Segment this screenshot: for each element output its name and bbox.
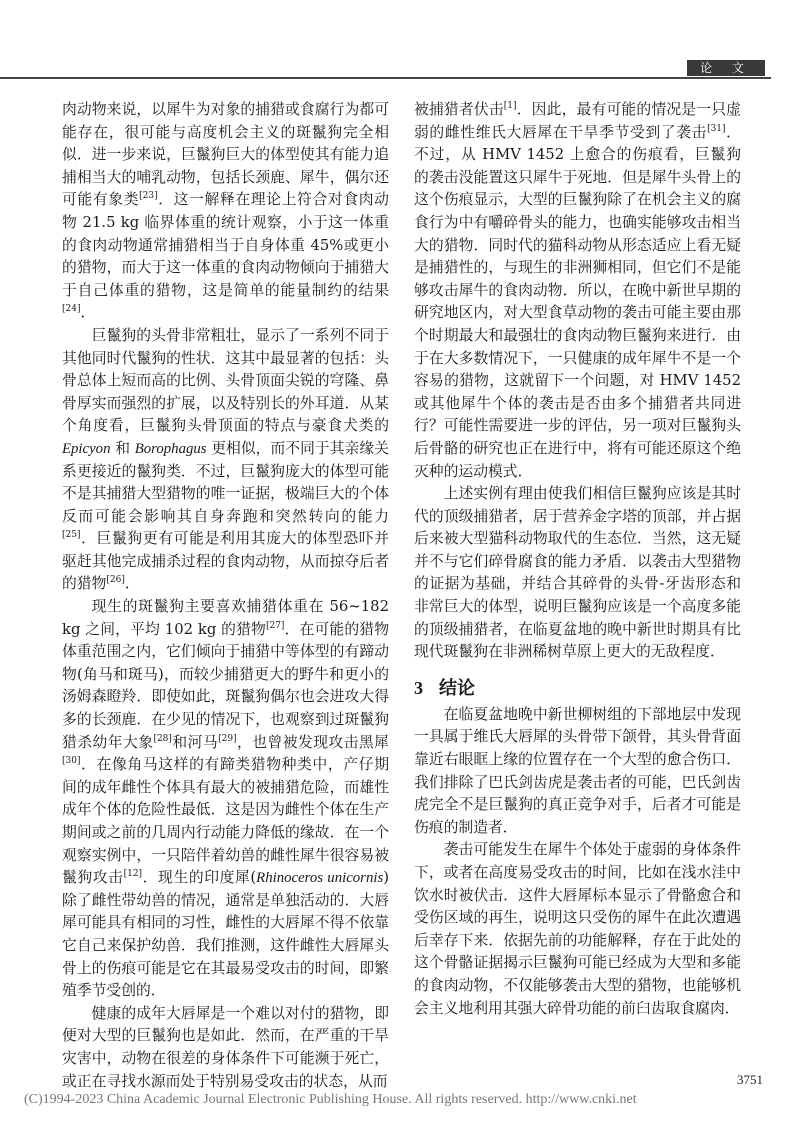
right-paragraphs-before xyxy=(414,99,741,664)
italic-term: Rhinoceros unicornis xyxy=(256,870,384,887)
text-run: 被捕猎者伏击 xyxy=(414,101,504,118)
text-run: )除了雌性带幼兽的情况，通常是单独活动的．大唇犀可能具有相同的习性，雌性的大唇犀不得不依靠它自己来保护幼兽．我们推测，这件雌性大唇犀头骨上的伤痕可能是它在其最易受攻击的时间，即繁殖季节受创的． xyxy=(62,869,389,1000)
paragraph xyxy=(62,99,389,325)
section-number: 3 xyxy=(414,677,423,698)
text-run: ． xyxy=(80,304,96,322)
page-number: 3751 xyxy=(737,1072,763,1087)
text-run: ．因此，最有可能的情况是一只虚弱的雌性维氏大唇犀在干旱季节受到了袭击 xyxy=(414,101,741,141)
paragraph xyxy=(62,325,389,596)
left-paragraphs xyxy=(62,99,389,1093)
text-run: 和 xyxy=(110,439,135,457)
section-tag: 论 文 xyxy=(687,60,765,76)
citation-ref: [29] xyxy=(218,733,237,744)
citation-ref: [25] xyxy=(62,530,81,541)
paragraph xyxy=(414,704,741,840)
paragraph xyxy=(414,99,741,483)
text-run: ．巨鬣狗更有可能是利用其庞大的体型恐吓并驱赶其他完成捕杀过程的食肉动物，从而掠夺后者的猎物 xyxy=(62,530,389,593)
text-run: 健康的成年大唇犀是一个难以对付的猎物，即便对大型的巨鬣狗也是如此．然而，在严重的干旱灾害中，动物在很差的身体条件下可能濒于死亡，或正在寻找水源而处于特别易受攻击的状态，从而 xyxy=(62,1004,389,1090)
text-run: ．这一解释在理论上符合对食肉动物 21.5 kg 临界体重的统计观察，小于这一体重的食肉动物通常捕猎相当于自身体重 45%或更小的猎物，而大于这一体重的食肉动物倾向于捕猎大于自己体重的猎物，这是简单的能量制约的结果 xyxy=(62,191,389,299)
citation-ref: [26] xyxy=(106,575,125,586)
paragraph xyxy=(414,839,741,1020)
copyright-footer[interactable]: (C)1994-2023 China Academic Journal Electronic Publishing House. All rights reserved. http://www.cnki.net xyxy=(24,1092,637,1107)
text-run: 上述实例有理由使我们相信巨鬣狗应该是其时代的顶级捕猎者，居于营养金字塔的顶部，并占据后来被大型猫科动物取代的生态位．当然，这无疑并不与它们碎骨腐食的能力矛盾．以袭击大型猎物的证据为基础，并结合其碎骨的头骨-牙齿形态和非常巨大的体型，说明巨鬣狗应该是一个高度多能的顶级捕猎者，在临夏盆地的晚中新世时期具有比现代斑鬣狗在非洲稀树草原上更大的无敌程度． xyxy=(414,485,741,661)
paragraph xyxy=(414,483,741,664)
text-run: ．在像角马这样的有蹄类猎物种类中，产仔期间的成年雌性个体具有最大的被捕猎危险，而雄性成年个体的危险性最低．这是因为雌性个体在生产期间或之前的几周内行动能力降低的缘故．在一个观察实例中，一只陪伴着幼兽的雌性犀牛很容易被鬣狗攻击 xyxy=(62,756,389,887)
text-run: ，也曾被发现攻击黑犀 xyxy=(236,733,389,751)
text-run: ．现生的印度犀( xyxy=(142,869,257,887)
section-title: 结论 xyxy=(439,677,475,698)
right-column xyxy=(414,99,741,1020)
text-run: 和河马 xyxy=(171,733,219,751)
right-paragraphs-after xyxy=(414,704,741,1020)
citation-ref: [28] xyxy=(153,733,172,744)
italic-term: Borophagus xyxy=(134,440,207,457)
citation-ref: [12] xyxy=(123,869,143,880)
citation-ref: [24] xyxy=(62,304,81,315)
paragraph xyxy=(62,596,389,1003)
text-run: 在临夏盆地晚中新世柳树组的下部地层中发现一具属于维氏大唇犀的头骨带下颌骨，其头骨背面靠近右眼眶上缘的位置存在一个大型的愈合伤口．我们排除了巴氏剑齿虎是袭击者的可能，巴氏剑齿虎完全不是巨鬣狗的真正竞争对手，后者才可能是伤痕的制造者． xyxy=(414,705,741,836)
header-rule xyxy=(0,77,771,79)
text-run: 袭击可能发生在犀牛个体处于虚弱的身体条件下，或者在高度易受攻击的时间，比如在浅水洼中饮水时被伏击．这件大唇犀标本显示了骨骼愈合和受伤区域的再生，说明这只受伤的犀牛在此次遭遇后幸存下来．依据先前的功能解释，存在于此处的这个骨骼证据揭示巨鬣狗可能已经成为大型和多能的食肉动物，不仅能够袭击大型的猎物，也能够机会主义地利用其强大碎骨功能的前臼齿取食腐肉． xyxy=(414,841,741,1017)
text-run: ．不过，从 HMV 1452 上愈合的伤痕看，巨鬣狗的袭击没能置这只犀牛于死地．但是犀牛头骨上的这个伤痕显示，大型的巨鬣狗除了在机会主义的腐食行为中有嚼碎骨头的能力，也确实能够攻击相当大的猎物．同时代的猫科动物从形态适应上看无疑是捕猎性的，与现生的非洲狮相同，但它们不是能够攻击犀牛的食肉动物．所以，在晚中新世早期的研究地区内，对大型食草动物的袭击可能主要由那个时期最大和最强壮的食肉动物巨鬣狗来进行．由于在大多数情况下，一只健康的成年犀牛不是一个容易的猎物，这就留下一个问题，对 HMV 1452 或其他犀牛个体的袭击是否由多个捕猎者共同进行？可能性需要进一步的评估，另一项对巨鬣狗头后骨骼的研究也正在进行中，将有可能还原这个绝灭种的运动模式． xyxy=(414,123,741,480)
section-heading xyxy=(414,676,741,700)
paragraph xyxy=(62,1003,389,1093)
text-run: ．在可能的猎物体重范围之内，它们倾向于捕猎中等体型的有蹄动物(角马和斑马)，而较少捕猎更大的野牛和更小的汤姆森瞪羚．即使如此，斑鬣狗偶尔也会进攻大得多的长颈鹿．在少见的情况下，也观察到过斑鬣狗猎杀幼年大象 xyxy=(62,620,389,751)
text-run: 现生的斑鬣狗主要喜欢捕猎体重在 56~182 kg 之间，平均 102 kg 的猎物 xyxy=(62,598,389,638)
text-run: 巨鬣狗的头骨非常粗壮，显示了一系列不同于其他同时代鬣狗的性状．这其中最显著的包括：头骨总体上短而高的比例、头骨顶面尖锐的穹隆、鼻骨厚实而强烈的扩展，以及特别长的外耳道．从某个角度看，巨鬣狗头骨顶面的特点与豪食犬类的 xyxy=(62,326,389,435)
citation-ref: [31] xyxy=(707,123,726,134)
text-run: ． xyxy=(124,575,140,593)
citation-ref: [23] xyxy=(139,191,158,202)
text-run: 肉动物来说，以犀牛为对象的捕猎或食腐行为都可能存在，很可能与高度机会主义的斑鬣狗完全相似．进一步来说，巨鬣狗巨大的体型使其有能力追捕相当大的哺乳动物，包括长颈鹿、犀牛，偶尔还可能有象类 xyxy=(62,101,389,209)
left-column xyxy=(62,99,389,1093)
citation-ref: [27] xyxy=(265,620,285,631)
citation-ref: [30] xyxy=(62,756,81,767)
text-run: 更相似，而不同于其亲缘关系更接近的鬣狗类．不过，巨鬣狗庞大的体型可能不是其捕猎大型猎物的唯一证据，极端巨大的个体反而可能会影响其自身奔跑和突然转向的能力 xyxy=(62,439,389,525)
citation-ref: [1] xyxy=(503,101,517,112)
italic-term: Epicyon xyxy=(62,440,111,457)
